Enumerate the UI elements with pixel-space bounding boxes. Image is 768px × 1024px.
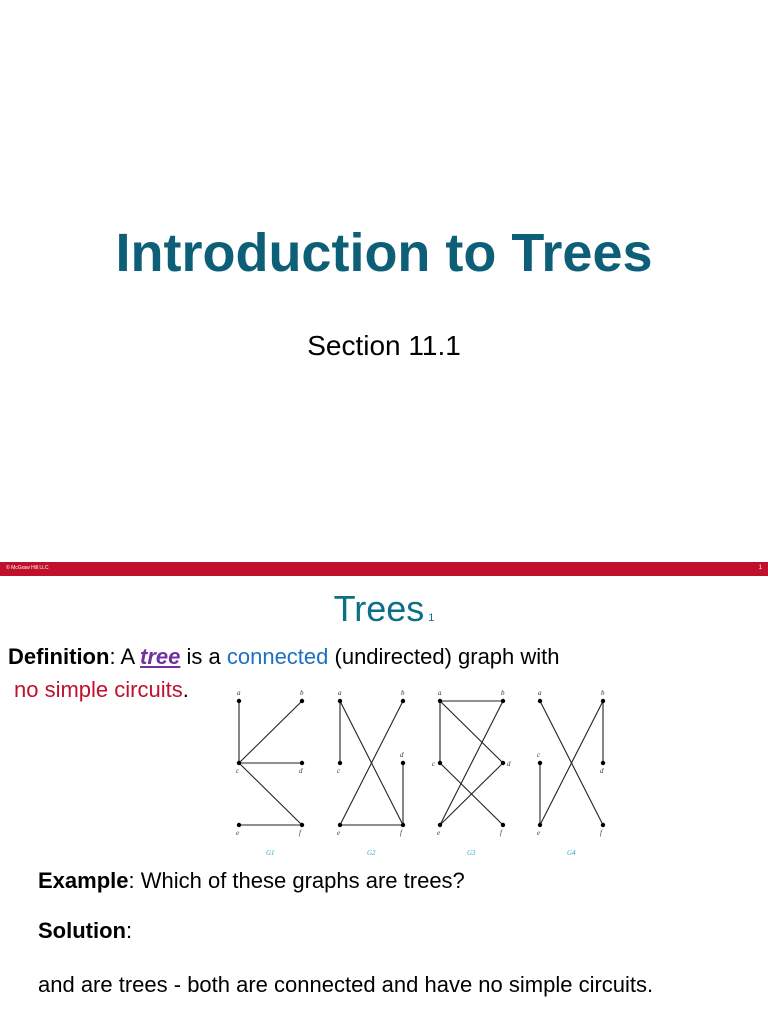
vertex-dot xyxy=(338,761,342,765)
vertex-label: a xyxy=(438,689,442,697)
vertex-dot xyxy=(501,823,505,827)
slide-subtitle: Section 11.1 xyxy=(307,330,461,361)
slide-title: Introduction to Trees xyxy=(115,223,653,283)
vertex-dot xyxy=(501,761,505,765)
vertex-label: d xyxy=(400,751,404,759)
vertex-dot xyxy=(300,761,304,765)
vertex-dot xyxy=(237,699,241,703)
solution-label: Solution xyxy=(38,918,126,943)
tree-term: tree xyxy=(140,644,181,669)
graph-label-g4: G4 xyxy=(567,849,576,857)
vertex-label: d xyxy=(600,767,604,775)
solution-line xyxy=(38,918,132,944)
vertex-label: f xyxy=(400,829,402,837)
vertex-label: e xyxy=(337,829,341,837)
vertex-label: f xyxy=(500,829,502,837)
vertex-dot xyxy=(401,699,405,703)
g3-edge-ad xyxy=(440,701,503,763)
vertex-dot xyxy=(538,761,542,765)
page-number: 1 xyxy=(758,565,762,571)
vertex-dot xyxy=(401,823,405,827)
definition-text-3: (undirected) graph with xyxy=(328,644,560,669)
graph-label-g2: G2 xyxy=(367,849,376,857)
vertex-dot xyxy=(338,699,342,703)
g1-edge-bc xyxy=(239,701,302,763)
vertex-dot xyxy=(538,699,542,703)
vertex-dot xyxy=(601,699,605,703)
definition-line xyxy=(8,644,560,670)
vertex-label: e xyxy=(437,829,441,837)
vertex-label: f xyxy=(600,829,602,837)
vertex-label: c xyxy=(432,760,436,768)
example-line xyxy=(38,868,465,894)
vertex-label: c xyxy=(537,751,541,759)
vertex-dot xyxy=(300,699,304,703)
solution-answer: and are trees - both are connected and have no simple circuits. xyxy=(38,972,654,997)
slide-title xyxy=(0,588,768,630)
g1-edge-cf xyxy=(239,763,302,825)
vertex-dot xyxy=(601,761,605,765)
vertex-label: d xyxy=(299,767,303,775)
vertex-label: e xyxy=(236,829,240,837)
vertex-label: b xyxy=(501,689,505,697)
vertex-dot xyxy=(438,699,442,703)
example-text: : Which of these graphs are trees? xyxy=(128,868,465,893)
circuits-term: no simple circuits xyxy=(14,677,183,702)
graph-figure xyxy=(226,687,626,867)
vertex-label: d xyxy=(507,760,511,768)
vertex-label: b xyxy=(300,689,304,697)
vertex-dot xyxy=(237,823,241,827)
vertex-dot xyxy=(300,823,304,827)
trees-slide xyxy=(0,576,768,1024)
vertex-label: a xyxy=(338,689,342,697)
vertex-label: b xyxy=(601,689,605,697)
vertex-label: b xyxy=(401,689,405,697)
vertex-dot xyxy=(338,823,342,827)
vertex-label: c xyxy=(337,767,341,775)
vertex-label: e xyxy=(537,829,541,837)
graph-label-g3: G3 xyxy=(467,849,476,857)
definition-label: Definition xyxy=(8,644,110,669)
vertex-label: a xyxy=(538,689,542,697)
vertex-label: c xyxy=(236,767,240,775)
vertex-label: f xyxy=(299,829,301,837)
vertex-dot xyxy=(438,761,442,765)
example-label: Example xyxy=(38,868,129,893)
definition-text-1: : A xyxy=(109,644,141,669)
definition-line-2 xyxy=(14,677,189,703)
graphs-svg xyxy=(226,687,626,867)
definition-text-2: is a xyxy=(180,644,227,669)
graph-label-g1: G1 xyxy=(266,849,275,857)
title-subscript: 1 xyxy=(428,612,435,624)
vertex-dot xyxy=(538,823,542,827)
connected-term: connected xyxy=(226,644,329,669)
vertex-label: a xyxy=(237,689,241,697)
slide-footer-bar xyxy=(0,562,768,576)
g3-edge-be xyxy=(440,701,503,825)
vertex-dot xyxy=(501,699,505,703)
title-text: Trees xyxy=(333,588,425,629)
vertex-dot xyxy=(237,761,241,765)
vertex-dot xyxy=(601,823,605,827)
copyright-text: © McGraw Hill LLC xyxy=(6,565,49,571)
definition-period: . xyxy=(182,677,189,702)
vertex-dot xyxy=(401,761,405,765)
solution-colon: : xyxy=(125,918,133,943)
vertex-dot xyxy=(438,823,442,827)
